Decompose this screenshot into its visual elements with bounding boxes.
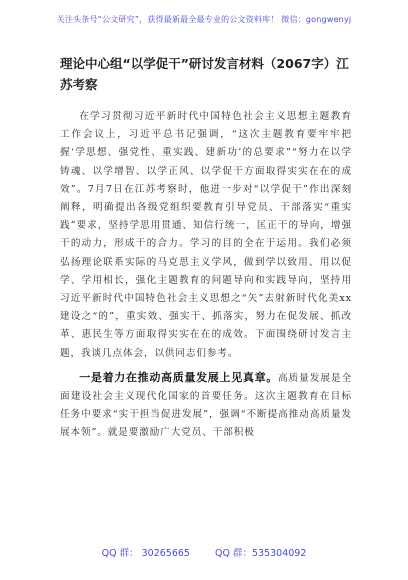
paragraph-intro: 在学习贯彻习近平新时代中国特色社会主义思想主题教育工作会议上，习近平总书记强调，“这次主题教育要牢牢把握‘学思想、强党性、重实践、建新功’的总要求”“努力在以学铸魂、以学增智、以学正风、以学促干方面取得实实在在的成效”。7月7日在江苏考察时，他进一步对“以学促干”作出深刻阐释，明确提出各级党组织要教育引导党员、干部落实“重实践”要求，坚持学思用贯通、知信行统一，匡正干的导向，增强干的动力，形成干的合力。学习的目的全在于运用。我们必须弘扬理论联系实际的马克思主义学风，做到学以致用、用以促学、学用相长，强化主题教育的问题导向和实践导向，坚持用习近平新时代中国特色社会主义思想之“矢”去射新时代化美xx建设之“的”，重实效、强实干、抓落实，努力在促发展、抓改革、惠民生等方面取得实实在在的成效。下面围绕研讨发言主题，我谈几点体会，以供同志们参考。 (60, 111, 352, 359)
header-promo-note: 关注头条号“公文研究”，获得最新最全最专业的公文资料库！ 微信：gongwenyj (56, 15, 352, 24)
point-one-text: 高质量发展是全面建设社会主义现代化国家的首要任务。这次主题教育在目标任务中要求“实干担当促进发展”，强调“不断提高推动高质量发展本领”。就是要激励广大党员、干部积极 (60, 372, 352, 439)
document-title: 理论中心组“以学促干”研讨发言材料（2067字）江苏考察 (60, 56, 349, 92)
document-body (60, 108, 352, 443)
footer-qq-group-2: QQ 群：535304092 (215, 548, 307, 559)
footer-contact (0, 545, 408, 559)
point-one-heading: 一是着力在推动高质量发展上见真章。 (79, 370, 278, 384)
footer-qq-group-1: QQ 群： 30265665 (101, 548, 190, 559)
paragraph-point-one (60, 369, 352, 443)
